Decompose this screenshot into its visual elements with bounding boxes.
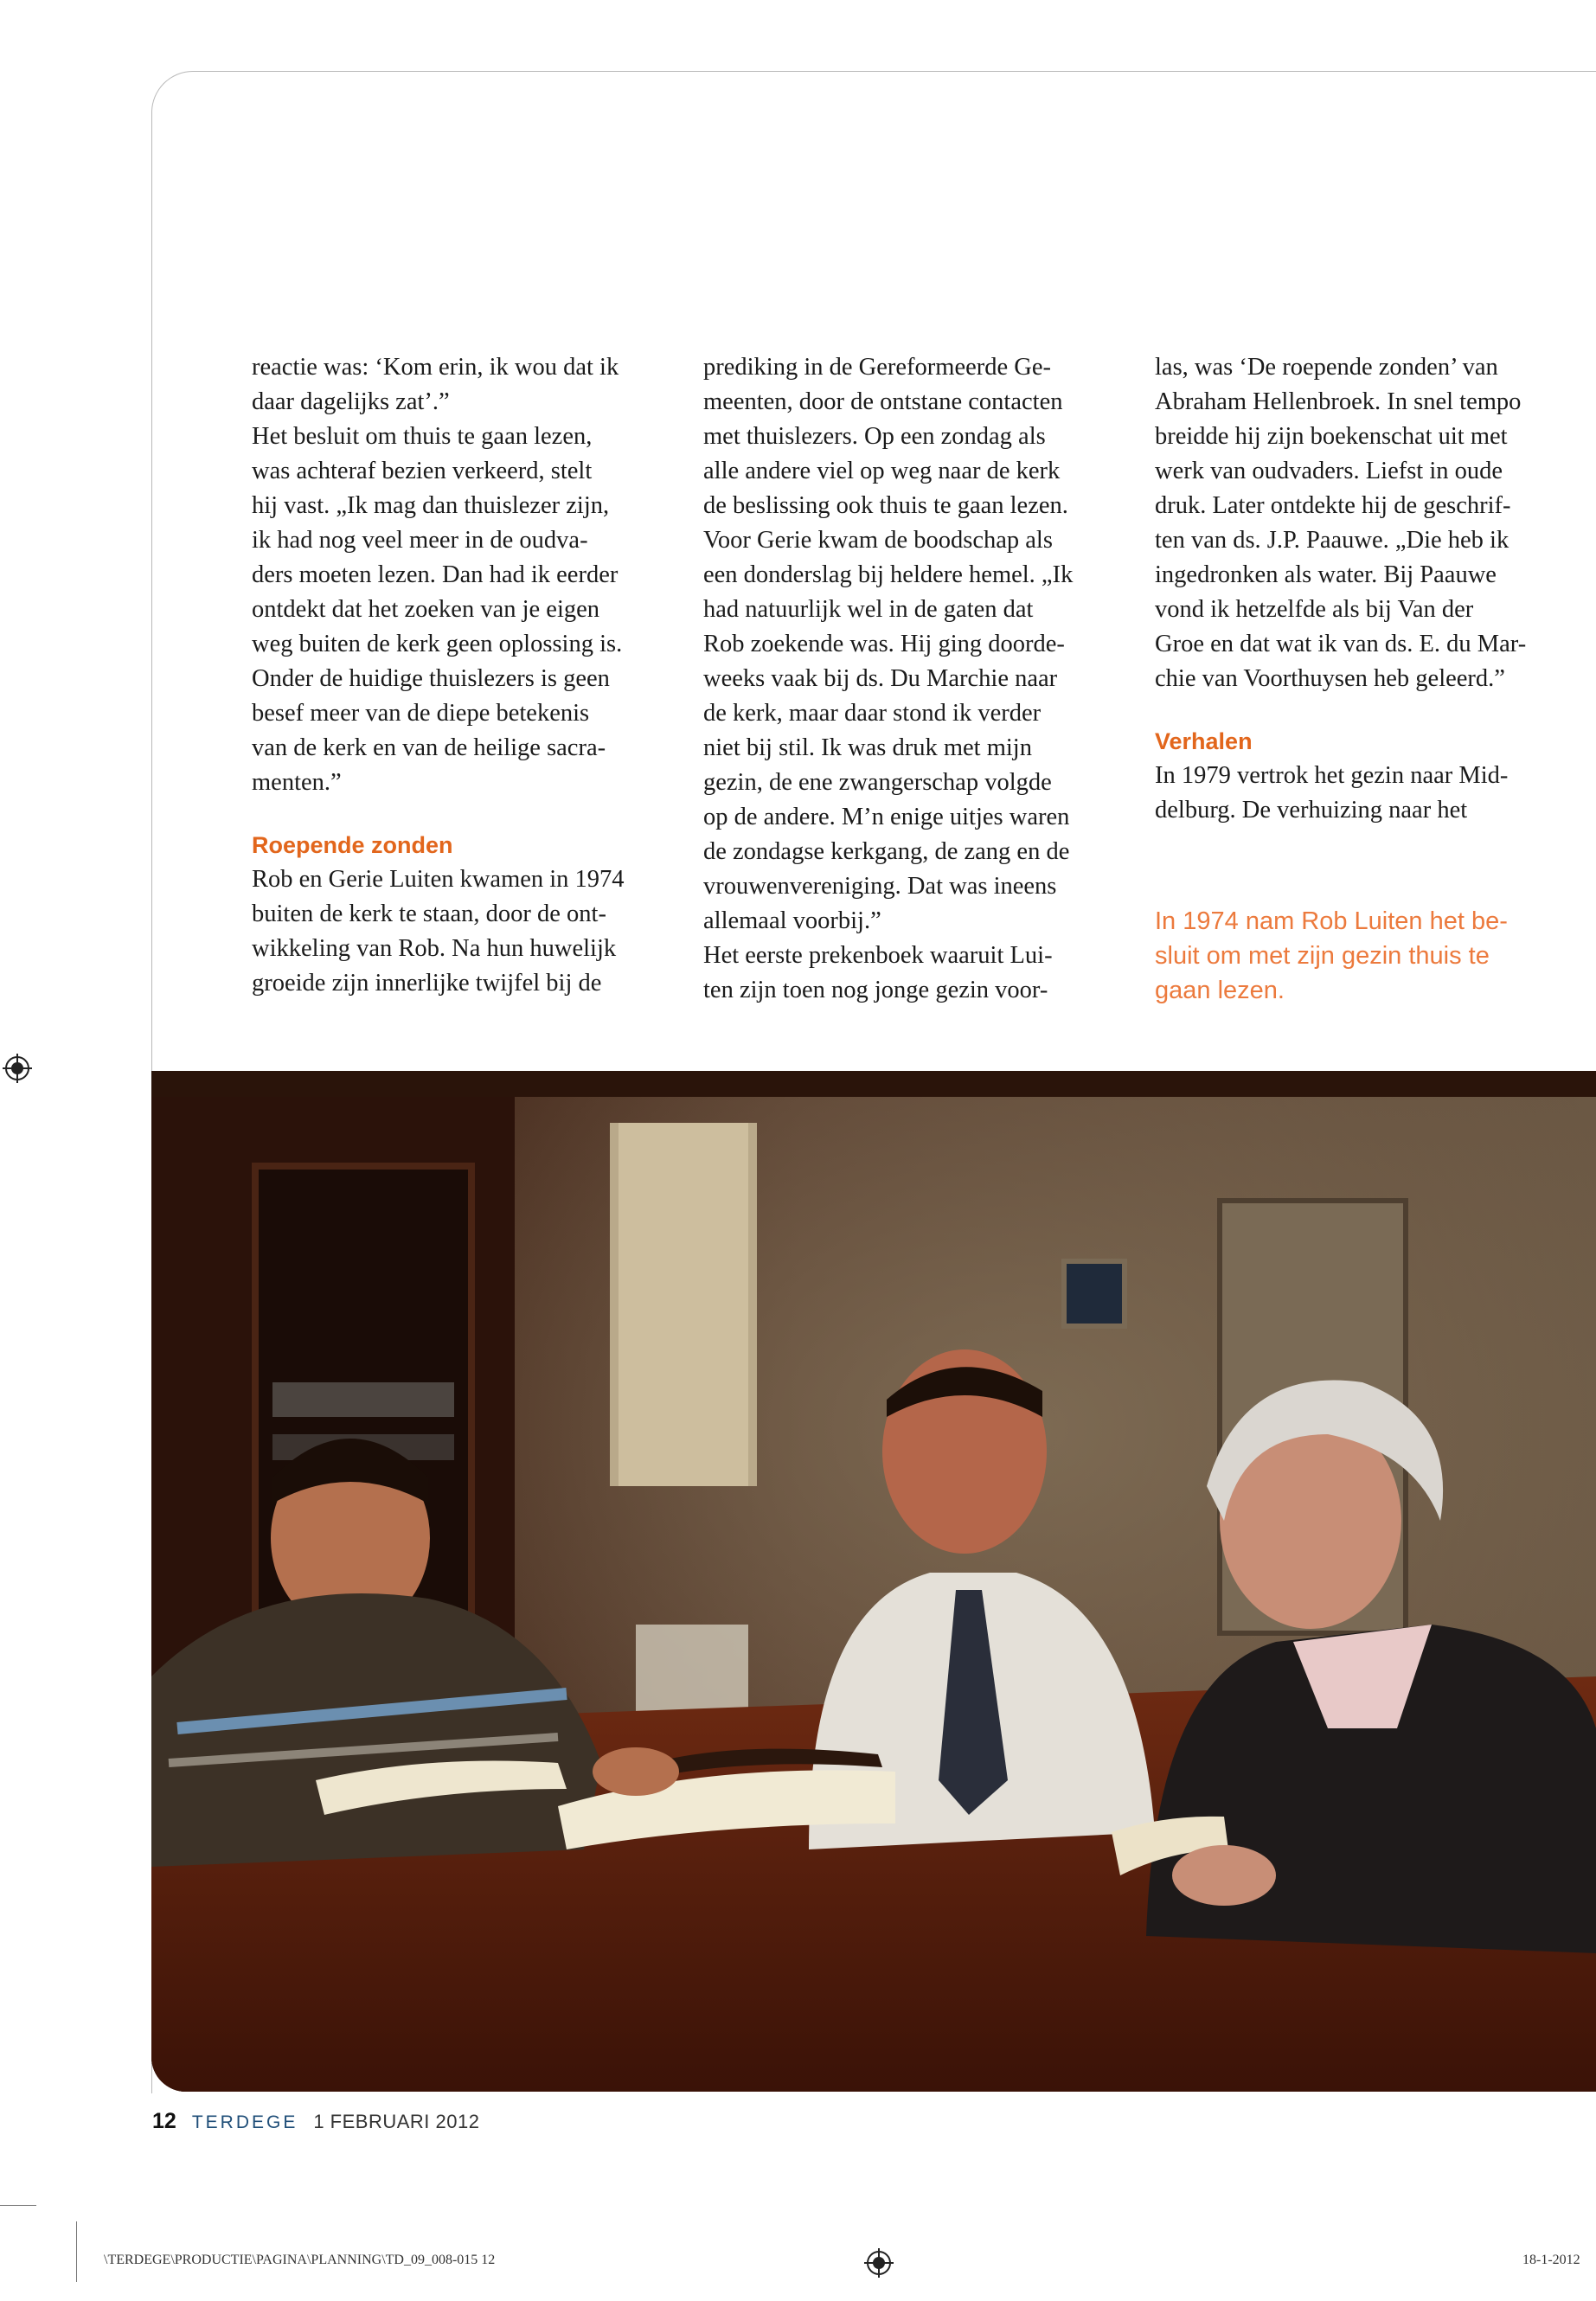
paragraph: prediking in de Gereformeerde Ge- meenten, door de ontstane contacten met thuislezers. Op een zondag als alle andere viel op weg naar de kerk de beslissing ook thuis te gaan lezen. Voor Gerie kwam de boodschap als een donderslag bij heldere hemel. „Ik had natuurlijk wel in de gaten dat Rob zoekende was. Hij ging doorde- weeks vaak bij ds. Du Marchie naar de kerk, maar daar stond ik verder niet bij stil. Ik was druk met mijn gezin, de ene zwangerschap volgde op de andere. M’n enige uitjes waren de zondagse kerkgang, de zang en de vrouwenvereniging. Dat was ineens allemaal voorbij.” Het eerste prekenboek waaruit Lui- ten zijn toen nog jonge gezin voor- bbox=[703, 354, 1074, 1003]
print-slug-path: \TERDEGE\PRODUCTIE\PAGINA\PLANNING\TD_09_008-015 12 bbox=[104, 2253, 496, 2267]
issue-date: 1 FEBRUARI 2012 bbox=[313, 2111, 480, 2132]
paragraph: las, was ‘De roepende zonden’ van Abraham Hellenbroek. In snel tempo breidde hij zijn boekenschat uit met werk van oudvaders. Liefst in oude druk. Later ontdekte hij de geschrif- ten van ds. J.P. Paauwe. „Die heb ik ingedronken als water. Bij Paauwe vond ik hetzelfde als bij Van der Groe en dat wat ik van ds. E. du Mar- chie van Voorthuysen heb geleerd.” bbox=[1155, 354, 1527, 692]
registration-mark-icon bbox=[3, 1054, 32, 1083]
photo-caption: In 1974 nam Rob Luiten het be- sluit om met zijn gezin thuis te gaan lezen. bbox=[1155, 907, 1508, 1004]
registration-mark-icon bbox=[864, 2248, 894, 2278]
page-number: 12 bbox=[152, 2109, 176, 2133]
article-column-2 bbox=[703, 350, 1153, 1008]
article-column-1 bbox=[252, 350, 684, 1001]
page-footer bbox=[152, 2109, 479, 2134]
crop-mark bbox=[76, 2221, 77, 2282]
paragraph: reactie was: ‘Kom erin, ik wou dat ik daar dagelijks zat’.” Het besluit om thuis te gaan lezen, was achteraf bezien verkeerd, stelt hij vast. „Ik mag dan thuislezer zijn, ik had nog veel meer in de oudva- ders moeten lezen. Dan had ik eerder ontdekt dat het zoeken van je eigen weg buiten de kerk geen oplossing is. Onder de huidige thuislezers is geen besef meer van de diepe betekenis van de kerk en van de heilige sacra- menten.” bbox=[252, 354, 623, 796]
family-reading-photo bbox=[151, 1071, 1596, 2092]
paragraph: Rob en Gerie Luiten kwamen in 1974 buiten de kerk te staan, door de ont- wikkeling van Rob. Na hun huwelijk groeide zijn innerlijke twijfel bij de bbox=[252, 866, 625, 997]
section-heading: Verhalen bbox=[1155, 728, 1253, 754]
paragraph: In 1979 vertrok het gezin naar Mid- delburg. De verhuizing naar het bbox=[1155, 762, 1509, 824]
section-heading: Roepende zonden bbox=[252, 832, 453, 858]
crop-mark bbox=[0, 2205, 36, 2206]
magazine-name: TERDEGE bbox=[191, 2112, 298, 2132]
article-column-3 bbox=[1155, 350, 1587, 828]
print-slug-date: 18-1-2012 bbox=[1522, 2253, 1580, 2267]
article-photo bbox=[151, 1071, 1596, 2092]
